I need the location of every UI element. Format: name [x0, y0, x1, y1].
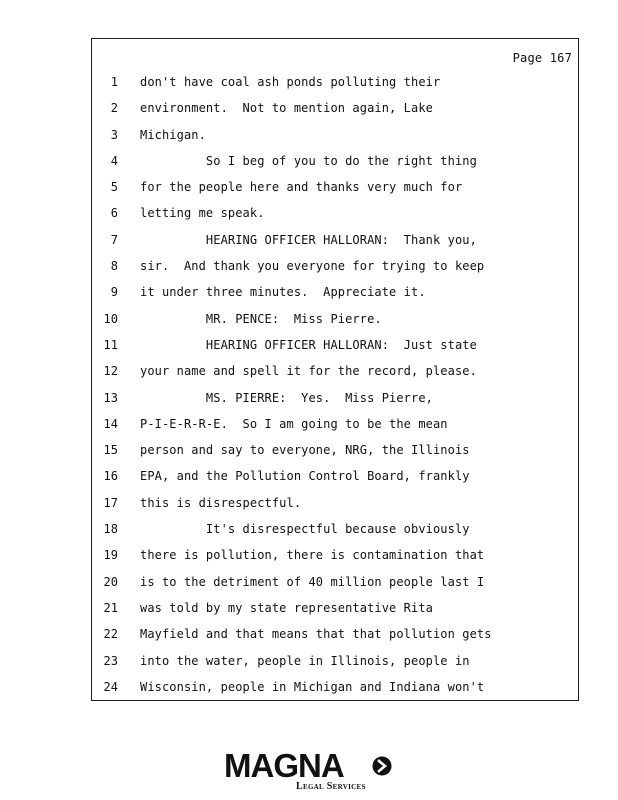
transcript-line — [92, 306, 578, 332]
line-text: letting me speak. — [140, 206, 265, 221]
line-text: Wisconsin, people in Michigan and Indiana won't — [140, 679, 485, 694]
line-number: 5 — [110, 180, 118, 195]
line-text: is to the detriment of 40 million people last I — [140, 574, 485, 589]
transcript-line — [92, 253, 578, 279]
transcript-line — [92, 200, 578, 226]
line-text: don't have coal ash ponds polluting their — [140, 75, 441, 89]
transcript-line — [92, 174, 578, 200]
line-number: 24 — [103, 679, 118, 694]
transcript-line — [92, 463, 578, 489]
line-number: 8 — [110, 259, 118, 274]
transcript-line — [92, 279, 578, 305]
line-text: environment. Not to mention again, Lake — [140, 101, 433, 116]
line-text: HEARING OFFICER HALLORAN: Just state — [140, 337, 477, 352]
line-text: HEARING OFFICER HALLORAN: Thank you, — [140, 232, 477, 247]
magna-logo — [0, 748, 618, 796]
transcript-line — [92, 122, 578, 148]
line-number: 17 — [103, 495, 118, 510]
page-number: Page 167 — [512, 51, 572, 65]
transcript-line — [92, 358, 578, 384]
line-number: 10 — [103, 311, 118, 326]
line-text: your name and spell it for the record, please. — [140, 364, 477, 379]
line-number: 20 — [103, 574, 118, 589]
transcript-line — [92, 621, 578, 647]
line-text: So I beg of you to do the right thing — [140, 153, 477, 168]
line-text: Mayfield and that means that that pollution gets — [140, 627, 492, 642]
transcript-line — [92, 148, 578, 174]
line-number: 18 — [103, 522, 118, 537]
line-number: 16 — [103, 469, 118, 484]
line-number: 13 — [103, 390, 118, 405]
line-number: 3 — [110, 127, 118, 142]
logo-subtitle: Legal Services — [296, 781, 366, 792]
line-number: 4 — [110, 153, 118, 168]
transcript-line — [92, 674, 578, 700]
line-number: 19 — [103, 548, 118, 563]
line-number: 1 — [110, 75, 118, 89]
line-text: person and say to everyone, NRG, the Illinois — [140, 443, 470, 458]
transcript-line — [92, 595, 578, 621]
line-text: P-I-E-R-R-E. So I am going to be the mean — [140, 416, 448, 431]
line-number: 15 — [103, 443, 118, 458]
line-number: 22 — [103, 627, 118, 642]
transcript-line — [92, 385, 578, 411]
transcript-line — [92, 490, 578, 516]
line-number: 23 — [103, 653, 118, 668]
line-number: 21 — [103, 600, 118, 615]
transcript-line — [92, 332, 578, 358]
line-text: for the people here and thanks very much for — [140, 180, 463, 195]
line-text: Michigan. — [140, 127, 206, 142]
line-number: 7 — [110, 232, 118, 247]
line-text: MR. PENCE: Miss Pierre. — [140, 311, 382, 326]
transcript-line — [92, 69, 578, 95]
transcript-line — [92, 542, 578, 568]
line-text: was told by my state representative Rita — [140, 600, 433, 615]
transcript-lines — [92, 69, 578, 700]
line-number: 2 — [110, 101, 118, 116]
line-number: 11 — [103, 337, 118, 352]
line-text: there is pollution, there is contamination that — [140, 548, 485, 563]
line-number: 14 — [103, 416, 118, 431]
transcript-line — [92, 648, 578, 674]
line-text: this is disrespectful. — [140, 495, 302, 510]
transcript-line — [92, 227, 578, 253]
line-text: into the water, people in Illinois, people in — [140, 653, 470, 668]
line-text: MS. PIERRE: Yes. Miss Pierre, — [140, 390, 433, 405]
arrow-circle-icon — [372, 756, 392, 776]
transcript-line — [92, 95, 578, 121]
transcript-line — [92, 437, 578, 463]
line-number: 12 — [103, 364, 118, 379]
line-text: sir. And thank you everyone for trying to keep — [140, 259, 485, 274]
transcript-line — [92, 516, 578, 542]
line-text: it under three minutes. Appreciate it. — [140, 285, 426, 300]
logo-wordmark: MAGNA — [224, 747, 344, 784]
transcript-line — [92, 569, 578, 595]
transcript-page — [91, 38, 579, 701]
line-text: It's disrespectful because obviously — [140, 522, 470, 537]
line-text: EPA, and the Pollution Control Board, frankly — [140, 469, 470, 484]
line-number: 9 — [110, 285, 118, 300]
transcript-line — [92, 411, 578, 437]
line-number: 6 — [110, 206, 118, 221]
